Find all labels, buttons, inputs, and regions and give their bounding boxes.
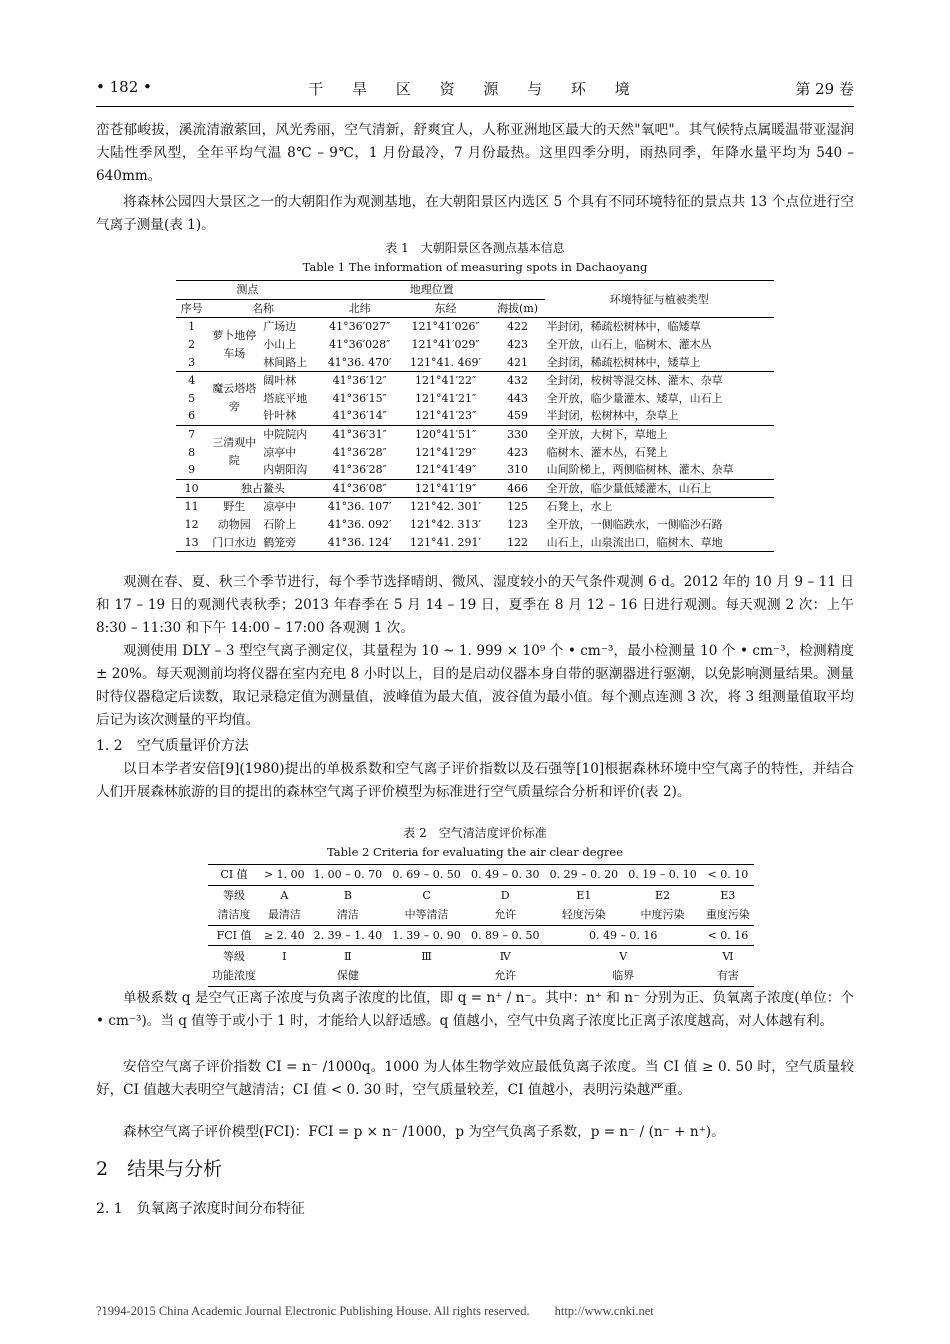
table2-row <box>208 905 754 925</box>
table1-cell-area: 萝卜地停车场 <box>212 328 257 360</box>
table1-cell-no: 1 <box>188 320 196 334</box>
table1-col-name: 名称 <box>207 299 319 318</box>
table2-cell: E1 <box>576 888 592 902</box>
table1-cell-lat: 41°36′28″ <box>332 445 387 459</box>
table1-cell-alt: 421 <box>507 355 529 369</box>
table1-cell-name: 小山上 <box>263 338 297 352</box>
paragraph: 峦苍郁峻拔，溪流清澈萦回，风光秀丽，空气清新，舒爽宜人，人称亚洲地区最大的天然"氧吧"。其气候特点属暖温带亚湿润大陆性季风型，全年平均气温 8℃ – 9℃，1 月份最冷，7 月份最热。这里四季分明，雨热同季，年降水量平均为 540 – 640mm。 <box>96 122 854 184</box>
table1-row <box>176 461 774 479</box>
table1-cell-no: 9 <box>188 463 196 477</box>
table2-cell: 1. 39 – 0. 90 <box>392 929 461 943</box>
table2-cell: 清洁 <box>336 908 359 922</box>
table2-cell: Ⅲ <box>421 949 432 963</box>
table2-cell: 允许 <box>494 969 517 983</box>
table1-cell-name: 石阶上 <box>263 518 297 532</box>
table1-cell-alt: 443 <box>507 391 529 405</box>
table2-caption-cn: 表 2 空气清洁度评价标准 <box>403 826 547 840</box>
table2-cell: 0. 19 – 0. 10 <box>628 868 697 882</box>
table1-caption-en: Table 1 The information of measuring spots in Dachaoyang <box>302 260 648 274</box>
table1-cell-alt: 466 <box>507 481 529 495</box>
table1-cell-lat: 41°36. 107′ <box>327 500 392 514</box>
table1-row <box>176 533 774 551</box>
table1-cell-alt: 310 <box>507 463 529 477</box>
table1-cell-name: 凉亭中 <box>263 500 297 514</box>
table2-cell: B <box>343 888 352 902</box>
table1-row <box>176 318 774 336</box>
table2-cell: CI 值 <box>220 868 248 882</box>
table1-row <box>176 425 774 443</box>
table1-cell-area: 魔云塔塔旁 <box>212 382 257 414</box>
table1-cell-alt: 122 <box>507 535 529 549</box>
table2-cell: C <box>422 888 431 902</box>
table1-cell-env: 全开放，临少量低矮灌木，山石上 <box>546 481 712 495</box>
table2-cell: 0. 69 – 0. 50 <box>392 868 461 882</box>
table2-cell: 等级 <box>223 888 246 902</box>
table1-cell-alt: 123 <box>507 518 529 532</box>
table1-col-lat: 北纬 <box>348 301 371 315</box>
table1-cell-lon: 121°41. 291′ <box>410 535 482 549</box>
table1-cell-env: 临树木、灌木丛，石凳上 <box>546 445 668 459</box>
table1-cell-area: 门口水边 <box>212 535 257 549</box>
table2-cell: ≥ 2. 40 <box>263 929 305 943</box>
table1-cell-lon: 121°41′22″ <box>414 374 477 388</box>
volume-label: 第 29 卷 <box>795 80 854 98</box>
table2-cell: Ⅰ <box>282 949 287 963</box>
table2-cell: 重度污染 <box>705 908 750 922</box>
table2-cell: FCI 值 <box>216 929 252 943</box>
table1-cell-env: 全封闭，稀疏松树林中，矮草上 <box>546 355 701 369</box>
table2-cell: Ⅳ <box>499 949 511 963</box>
table1-row <box>176 516 774 534</box>
table2-cell: 最清洁 <box>267 908 301 922</box>
table1-col-lon: 东经 <box>434 301 457 315</box>
paragraph: 观测在春、夏、秋三个季节进行，每个季节选择晴朗、微风、湿度较小的天气条件观测 6 d。2012 年的 10 月 9 – 11 日和 17 – 19 日的观测代表秋季；2013 年春季在 5 月 14 – 19 日，夏季在 8 月 12 – 16 日进行观测。每天观测 2 次：上午 8:30 – 11:30 和下午 14:00 – 17:00 各观测 1 次。 <box>96 574 854 636</box>
table1-cell-area: 三清观中院 <box>212 436 257 468</box>
table2-cell: 有害 <box>716 969 739 983</box>
table2-cell: 2. 39 – 1. 40 <box>313 929 383 943</box>
table1-cell-no: 11 <box>184 500 199 514</box>
table1-cell-area: 独占鳌头 <box>241 481 286 495</box>
table1-col-env: 环境特征与植被类型 <box>609 292 709 306</box>
table1-cell-alt: 125 <box>507 500 529 514</box>
table1-cell-name: 林间路上 <box>263 355 308 369</box>
table2-cell: 1. 00 – 0. 70 <box>313 868 383 882</box>
table1-cell-no: 3 <box>188 355 196 369</box>
section-heading-2-1: 2. 1 负氧离子浓度时间分布特征 <box>96 1201 305 1217</box>
table1-row <box>176 336 774 354</box>
table1-cell-no: 8 <box>188 445 196 459</box>
table1-cell-name: 广场边 <box>263 320 297 334</box>
running-header <box>96 78 854 100</box>
table1-cell-name: 阔叶林 <box>263 374 297 388</box>
table2-cell: 轻度污染 <box>561 908 606 922</box>
table2-cell: 功能浓度 <box>212 969 257 983</box>
table1-caption-cn: 表 1 大朝阳景区各测点基本信息 <box>385 241 565 255</box>
table1 <box>176 280 774 552</box>
paragraph: 安倍空气离子评价指数 CI = n⁻ /1000q。1000 为人体生物学效应最低负离子浓度。当 CI 值 ≥ 0. 50 时，空气质量较好，CI 值越大表明空气越清洁；CI 值 < 0. 30 时，空气质量较差，CI 值越小，表明污染越严重。 <box>96 1059 854 1098</box>
table1-cell-lon: 121°41′23″ <box>414 409 477 423</box>
table1-row <box>176 353 774 371</box>
table1-group-measure: 测点 <box>236 283 259 297</box>
table1-cell-lon: 121°41′49″ <box>414 463 477 477</box>
table1-cell-alt: 432 <box>507 374 529 388</box>
table1-cell-lon: 121°41. 469′ <box>410 355 482 369</box>
table1-cell-env: 全开放，一侧临跌水，一侧临沙石路 <box>546 518 723 532</box>
table1-cell-lon: 121°42. 301′ <box>410 500 482 514</box>
page-number: • 182 • <box>96 78 152 96</box>
table1-cell-area: 野生 <box>223 500 246 514</box>
table1-cell-lon: 121°41′19″ <box>414 481 477 495</box>
table1-cell-env: 半封闭，稀疏松树林中，临矮草 <box>546 320 701 334</box>
table1-cell-env: 山间阶梯上，两侧临树林、灌木、杂草 <box>546 463 734 477</box>
section-heading-2: 2 结果与分析 <box>96 1158 223 1180</box>
table2-cell: 清洁度 <box>217 908 251 922</box>
table2-cell: < 0. 16 <box>707 929 749 943</box>
table2-cell: < 0. 10 <box>707 868 749 882</box>
table1-row <box>176 498 774 516</box>
paragraph: 将森林公园四大景区之一的大朝阳作为观测基地，在大朝阳景区内选区 5 个具有不同环境特征的景点共 13 个点位进行空气离子测量(表 1)。 <box>96 194 854 233</box>
table2-cell: 等级 <box>223 949 246 963</box>
table1-cell-alt: 422 <box>507 320 529 334</box>
table1-cell-lon: 121°42. 313′ <box>410 518 482 532</box>
table1-cell-no: 2 <box>188 338 196 352</box>
table2-cell: 中度污染 <box>640 908 685 922</box>
paragraph: 以日本学者安倍[9](1980)提出的单极系数和空气离子评价指数以及石强等[10]根据森林环境中空气离子的特性，并结合人们开展森林旅游的目的提出的森林空气离子评价模型为标准进行空气质量综合分析和评价(表 2)。 <box>96 761 854 800</box>
table1-cell-lon: 121°41′029″ <box>411 338 480 352</box>
table2-caption-en: Table 2 Criteria for evaluating the air clear degree <box>326 845 624 859</box>
table1-cell-lat: 41°36′08″ <box>332 481 387 495</box>
header-rule <box>96 106 854 107</box>
table2-cell: 临界 <box>612 969 635 983</box>
table2-cell: 0. 29 – 0. 20 <box>549 868 619 882</box>
table1-col-no: 序号 <box>176 299 207 318</box>
table2-row <box>208 865 754 886</box>
table1-cell-no: 10 <box>184 481 199 495</box>
table2-cell: 保健 <box>336 969 359 983</box>
table1-cell-lat: 41°36′028″ <box>329 338 391 352</box>
table1-cell-lat: 41°36. 092′ <box>327 518 392 532</box>
table1-cell-lat: 41°36′12″ <box>332 374 387 388</box>
table2-cell: 允许 <box>494 908 517 922</box>
table1-cell-no: 5 <box>188 391 196 405</box>
table1-cell-no: 12 <box>184 518 199 532</box>
table1-cell-lat: 41°36′027″ <box>329 320 391 334</box>
table2-cell: 0. 89 – 0. 50 <box>470 929 540 943</box>
table1-col-alt: 海拔(m) <box>497 301 539 315</box>
table1-cell-lon: 121°41′29″ <box>414 445 477 459</box>
table1-cell-env: 半封闭，松树林中，杂草上 <box>546 409 679 423</box>
table1-cell-no: 13 <box>184 535 199 549</box>
table1-cell-lat: 41°36′15″ <box>332 391 387 405</box>
table1-cell-alt: 459 <box>507 409 529 423</box>
table1-cell-alt: 330 <box>507 428 529 442</box>
table1-cell-env: 全开放，山石上，临树木、灌木丛 <box>546 338 712 352</box>
table2-cell: > 1. 00 <box>263 868 305 882</box>
table2-cell: D <box>500 888 510 902</box>
table1-cell-lat: 41°36′31″ <box>332 428 387 442</box>
table1-row <box>176 390 774 408</box>
table2-cell: Ⅴ <box>619 949 628 963</box>
table1-cell-lon: 120°41′51″ <box>414 428 477 442</box>
table2-cell: 0. 49 – 0. 30 <box>470 868 540 882</box>
table2-cell: 0. 49 – 0. 16 <box>588 929 658 943</box>
table2-cell: 中等清洁 <box>404 908 449 922</box>
table2-cell <box>387 966 466 986</box>
table2-row <box>208 966 754 986</box>
table1-cell-lat: 41°36′28″ <box>332 463 387 477</box>
paragraph: 单极系数 q 是空气正离子浓度与负离子浓度的比值，即 q = n⁺ / n⁻。其中：n⁺ 和 n⁻ 分别为正、负氧离子浓度(单位：个 • cm⁻³)。当 q 值等于或小于 1 时，才能给人以舒适感。q 值越小，空气中负离子浓度比正离子浓度越高，对人体越有利。 <box>96 990 854 1029</box>
table1-cell-lon: 121°41′21″ <box>414 391 477 405</box>
table1-cell-area: 动物园 <box>217 518 251 532</box>
table2-row <box>208 925 754 946</box>
section-heading-1-2: 1. 2 空气质量评价方法 <box>96 738 249 754</box>
table1-row <box>176 443 774 461</box>
table2 <box>208 864 754 987</box>
table1-cell-name: 塔底平地 <box>263 391 308 405</box>
table1-cell-env: 全封闭，桉树等混交林、灌木、杂草 <box>546 374 723 388</box>
table1-cell-env: 石凳上，水上 <box>546 500 613 514</box>
table1-cell-name: 中院院内 <box>263 428 308 442</box>
table1-cell-alt: 423 <box>507 445 529 459</box>
table1-cell-lon: 121°41′026″ <box>411 320 480 334</box>
table1-cell-name: 凉亭中 <box>263 445 297 459</box>
table1-cell-lat: 41°36. 470′ <box>327 355 392 369</box>
table2-cell <box>260 966 309 986</box>
paragraph: 森林空气离子评价模型(FCI)：FCI = p × n⁻ /1000，p 为空气负离子系数，p = n⁻ / (n⁻ + n⁺)。 <box>123 1124 725 1140</box>
paragraph: 观测使用 DLY – 3 型空气离子测定仪，其量程为 10 ~ 1. 999 × 10⁹ 个 • cm⁻³，最小检测量 10 个 • cm⁻³，检测精度 ± 20%。每天观测前均将仪器在室内充电 8 小时以上，目的是启动仪器本身自带的驱潮器进行驱潮，以免影响测量结果。测量时待仪器稳定后读数，取记录稳定值为测量值，波峰值为最大值，波谷值为最小值。每个测点连测 3 次，将 3 组测量值取平均后记为该次测量的平均值。 <box>96 643 854 728</box>
table2-cell: E2 <box>655 888 671 902</box>
table1-cell-lat: 41°36. 124′ <box>327 535 392 549</box>
table1-cell-no: 6 <box>188 409 196 423</box>
table1-row <box>176 407 774 425</box>
table1-cell-name: 内朝阳沟 <box>263 463 308 477</box>
table1-cell-env: 全开放，临少量灌木、矮草，山石上 <box>546 391 723 405</box>
table1-row <box>176 371 774 389</box>
table1-cell-lat: 41°36′14″ <box>332 409 387 423</box>
table2-row <box>208 946 754 966</box>
table1-cell-no: 4 <box>188 374 196 388</box>
table1-cell-env: 山石上，山泉流出口，临树木、草地 <box>546 535 723 549</box>
table1-cell-env: 全开放，大树下，草地上 <box>546 428 668 442</box>
table2-cell: E3 <box>720 888 736 902</box>
table2-cell: Ⅵ <box>722 949 734 963</box>
table2-row <box>208 885 754 905</box>
table2-cell: Ⅱ <box>344 949 352 963</box>
table1-cell-no: 7 <box>188 428 196 442</box>
table1-cell-alt: 423 <box>507 338 529 352</box>
table1-row <box>176 479 774 498</box>
copyright-footer: ?1994-2015 China Academic Journal Electronic Publishing House. All rights reserved. http://www.cnki.net <box>96 1304 654 1318</box>
table1-cell-name: 针叶林 <box>263 409 297 423</box>
table1-group-geo: 地理位置 <box>319 281 545 300</box>
journal-title: 干 旱 区 资 源 与 环 境 <box>308 80 642 98</box>
table1-cell-name: 鹤笼旁 <box>263 535 297 549</box>
table2-cell: A <box>280 888 289 902</box>
